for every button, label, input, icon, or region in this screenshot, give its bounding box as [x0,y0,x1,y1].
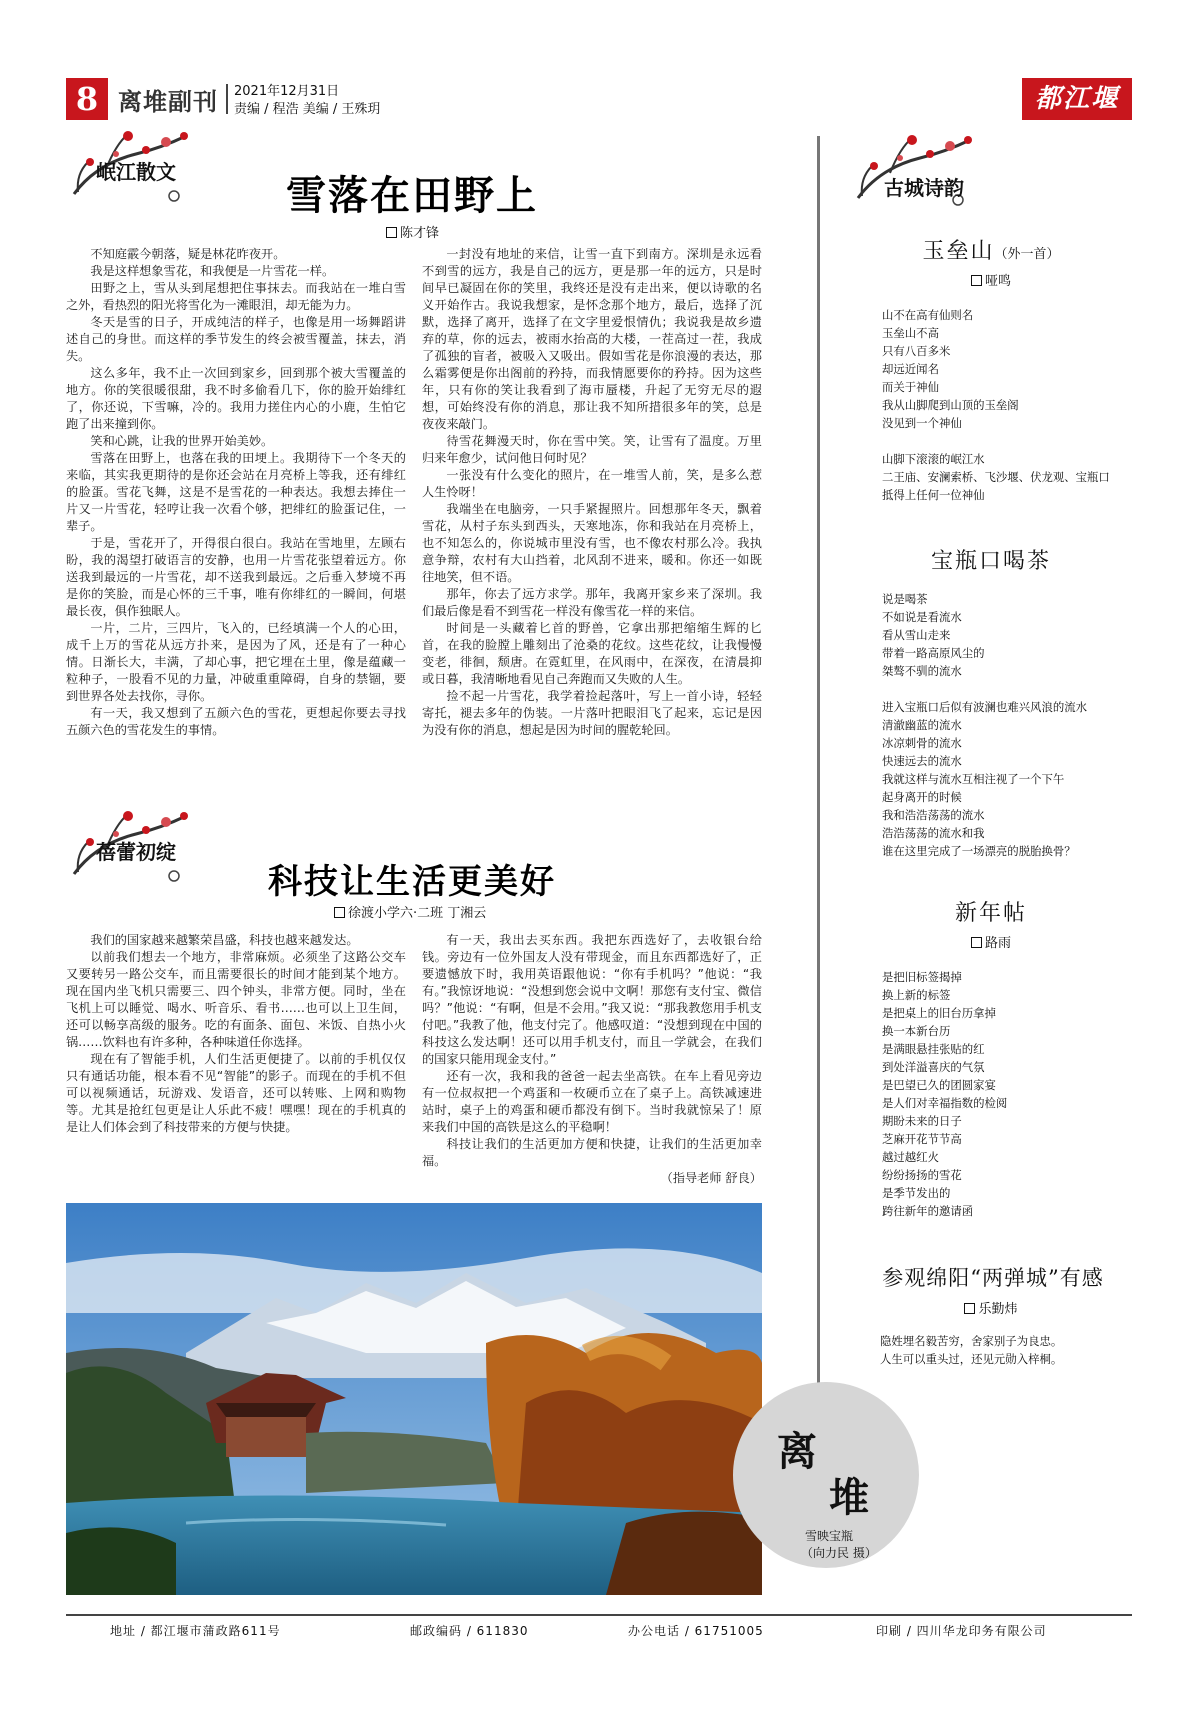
paragraph: 有一天，我又想到了五颜六色的雪花，更想起你要去寻找五颜六色的雪花发生的事情。 [66,706,406,737]
masthead-divider [226,84,228,114]
verse-line: 芝麻开花节节高 [882,1132,962,1146]
paragraph: 笑和心跳，让我的世界开始美妙。 [90,434,274,448]
verse-line: 浩浩荡荡的流水和我 [882,826,985,840]
author-box-icon [971,937,982,948]
paragraph: 我端坐在电脑旁，一只手紧握照片。回想那年冬天，飘着雪花，从村子东头到西头，天寒地冻，你和我站在月亮桥上，也不知怎么的，你说城市里没有雪，也不像农村那么冷。我执意争辩，农村有大山挡着，北风刮不进来，暖和。你还一如既往地笑，但不语。 [422,502,762,584]
verse-line: 到处洋溢喜庆的气氛 [882,1060,985,1074]
verse-line: 不如说是看流水 [882,610,962,624]
paragraph: 这么多年，我不止一次回到家乡，回到那个被大雪覆盖的地方。你的笑很暖很甜，我不时多偷看几下，你的脸开始绯红了，你还说，下雪嘛，冷的。我用力搓住内心的小鹿，生怕它跑了出来撞到你。 [66,366,406,431]
poem-author: 哑鸣 [850,270,1132,289]
verse-line: 换上新的标签 [882,988,951,1002]
newspaper-logo: 都江堰报 [1022,78,1132,120]
verse-line: 进入宝瓶口后似有波澜也难兴风浪的流水 [882,700,1088,714]
verse-line: 没见到一个神仙 [882,416,962,430]
issue-date: 2021年12月31日 [234,84,340,99]
paragraph: 我是这样想象雪花，和我便是一片雪花一样。 [90,264,335,278]
article-title: 雪落在田野上 [286,172,538,219]
article2-column-right [422,932,762,1170]
paragraph: 雪落在田野上，也落在我的田埂上。我期待下一个冬天的来临，其实我更期待的是你还会站在月亮桥上等我，还有绯红的脸蛋。雪花飞舞，这是不是雪花的一种表达。我想去捧住一片又一片雪花，轻哼让我一次看个够，把绯红的脸蛋记住，一辈子。 [66,451,406,533]
poem2-verses [882,590,1132,860]
footer-printer: 印刷 / 四川华龙印务有限公司 [876,1624,1047,1638]
poem-title: 新年帖 [954,901,1027,926]
column-name: 岷江散文 [96,160,176,184]
verse-line: 山不在高有仙则名 [882,308,974,322]
caption-title-char: 堆 [829,1474,869,1521]
verse-line: 快速远去的流水 [882,754,962,768]
poem4-verses [880,1332,1132,1368]
column-name: 蓓蕾初绽 [96,840,176,864]
section-name: 离堆副刊 [118,88,218,116]
verse-line: 人生可以重头过，还见元勋入梓桐。 [880,1352,1063,1366]
footer-address: 地址 / 都江堰市蒲政路611号 [110,1624,281,1638]
verse-line: 玉垒山不高 [882,326,939,340]
verse-line: 起身离开的时候 [882,790,962,804]
verse-line: 冰凉刺骨的流水 [882,736,962,750]
verse-line: 期盼未来的日子 [882,1114,962,1128]
verse-line: 桀骜不驯的流水 [882,664,962,678]
verse-line: 而关于神仙 [882,380,939,394]
paragraph: 一片，二片，三四片，飞入的，已经填满一个人的心田，成千上万的雪花从远方扑来，是因为了风，还是有了一种心情。日渐长大，丰满，了却心事，把它埋在土里，像是蕴藏一粒种子，一股看不见的力量，冲破重重障碍，自身的禁锢，要到世界各处去找你，寻你。 [66,621,406,703]
paragraph: 时间是一头藏着匕首的野兽，它拿出那把缩缩生辉的匕首，在我的脸膛上雕刻出了沧桑的花纹。这些花纹，让我慢慢变老，徘徊，颓唐。在霓虹里，在风雨中，在深夜，在清晨抑或日暮，我清晰地看见自己奔跑而又失败的人生。 [422,621,762,686]
verse-line: 却远近闻名 [882,362,939,376]
verse-line: 山脚下滚滚的岷江水 [882,452,985,466]
poem1-verses [882,306,1132,504]
author-box-icon [386,227,397,238]
paragraph: 我们的国家越来越繁荣昌盛，科技也越来越发达。 [90,933,359,947]
poem-title: 参观绵阳“两弹城”有感 [882,1266,1104,1290]
column-badge-student [66,804,196,884]
author-name: 徐渡小学六·二班 丁湘云 [348,906,487,921]
article1-column-right [422,246,762,739]
verse-line: 隐姓埋名毅苦穷，舍家别子为良忠。 [880,1334,1063,1348]
author-box-icon [334,907,345,918]
verse-line: 只有八百多米 [882,344,951,358]
verse-line: 看从雪山走来 [882,628,951,642]
article-byline [386,222,439,241]
paragraph: 一张没有什么变化的照片，在一堆雪人前，笑，是多么惹人生怜呀！ [422,468,762,499]
author-name: 陈才锋 [400,226,440,241]
paragraph: 捡不起一片雪花，我学着捡起落叶，写上一首小诗，轻轻寄托，褪去多年的伪装。一片落叶把眼泪飞了起来，忘记是因为没有你的消息，想起是因为时间的腥乾轮回。 [422,689,762,737]
poem3-verses [882,968,1132,1220]
photo-credit: （向力民 摄） [801,1546,877,1560]
paragraph: 有一天，我出去买东西。我把东西选好了，去收银台给钱。旁边有一位外国友人没有带现金，而且东西都选好了，正要遗憾放下时，我用英语跟他说：“你有手机吗？”他说：“我有。”我惊讶地说：“没想到您会说中文啊！那您有支付宝、微信吗？”他说：“有啊，但是不会用。”我又说：“那我教您用手机支付吧。”我教了他，他支付完了。他感叹道：“没想到现在中国的科技这么发达啊！还可以用手机支付，而且一学就会，在我们的国家只能用现金支付。” [422,933,762,1066]
article-title: 科技让生活更美好 [268,862,556,902]
paragraph: 一封没有地址的来信，让雪一直下到南方。深圳是永远看不到雪的远方，我是自己的远方，更是那一年的远方，只是时间早已凝固在你的笑里，我终还是没有走出来，便以诗歌的名义开始作古。我说我想家，是怀念那个地方，最后，选择了沉默，选择了离开，选择了在文字里爱恨情仇；我说我是故乡遗弃的草，你的远去，被雨水抬高的大楼，一茬高过一茬，我成了孤独的盲者，被吸入又吸出。假如雪花是你浪漫的表达，那么霜雾便是你出阁前的矜持，而我情愿要你的矜持。因为这些年，只有你的笑让我看到了海市蜃楼，升起了无穷无尽的遐想，可始终没有你的消息，那让我不知所措很多年的笑，总是夜夜来敲门。 [422,247,762,431]
footer-postcode: 邮政编码 / 611830 [410,1624,529,1638]
caption-title-char: 离 [777,1428,817,1475]
paragraph: 冬天是雪的日子，开成纯洁的样子，也像是用一场舞蹈讲述自己的身世。而这样的季节发生的终会被雪覆盖，抹去，消失。 [66,315,406,363]
footer-phone: 办公电话 / 61751005 [628,1624,764,1638]
column-divider [817,136,820,1386]
paragraph: 田野之上，雪从头到尾想把住事抹去。而我站在一堆白雪之外，看热烈的阳光将雪化为一滩眼泪，却无能为力。 [66,281,406,312]
verse-line: 跨往新年的邀请函 [882,1204,974,1218]
paragraph: 以前我们想去一个地方，非常麻烦。必须坐了这路公交车又要转另一路公交车，而且需要很长的时间才能到某个地方。现在国内坐飞机只需要三、四个钟头，非常方便。同时，坐在飞机上可以睡觉、喝水、听音乐、看书……也可以上卫生间，还可以畅享高级的服务。吃的有面条、面包、米饭、自热小火锅……饮料也有许多种，各种味道任你选择。 [66,950,406,1049]
poem-author: 路雨 [850,932,1132,951]
verse-line: 抵得上任何一位神仙 [882,488,985,502]
author-box-icon [964,1303,975,1314]
page-number: 8 [66,78,108,120]
poem-title: 宝瓶口喝茶 [930,549,1051,574]
verse-line: 是把旧标签揭掉 [882,970,962,984]
photo-caption-circle [733,1382,919,1568]
verse-line: 是季节发出的 [882,1186,951,1200]
paragraph: 待雪花舞漫天时，你在雪中笑。笑，让雪有了温度。万里归来年愈少，试问他日何时见？ [422,434,762,465]
teacher-credit: （指导老师 舒良） [660,1171,762,1185]
verse-line: 二王庙、安澜索桥、飞沙堰、伏龙观、宝瓶口 [882,470,1110,484]
verse-line: 是巴望已久的团圆家宴 [882,1078,996,1092]
column-badge-poetry [850,128,980,208]
article2-column-left [66,932,406,1136]
paragraph: 不知庭霰今朝落，疑是林花昨夜开。 [90,247,286,261]
column-badge-essay [66,124,196,204]
verse-line: 带着一路高原风尘的 [882,646,985,660]
verse-line: 换一本新台历 [882,1024,951,1038]
photo-title: 雪映宝瓶 [805,1529,854,1543]
verse-line: 我和浩浩荡荡的流水 [882,808,985,822]
poem-author: 乐勤炜 [850,1298,1132,1317]
article1-column-left [66,246,406,739]
issue-editors: 责编 / 程浩 美编 / 王殊玥 [234,102,381,117]
verse-line: 是人们对幸福指数的检阅 [882,1096,1008,1110]
verse-line: 我从山脚爬到山顶的玉垒阁 [882,398,1019,412]
footer-rule [66,1614,1132,1616]
paragraph: 还有一次，我和我的爸爸一起去坐高铁。在车上看见旁边有一位叔叔把一个鸡蛋和一枚硬币立在了桌子上。高铁减速进站时，桌子上的鸡蛋和硬币都没有倒下。当时我就惊呆了！原来我们中国的高铁是这么的平稳啊！ [422,1069,762,1134]
paragraph: 科技让我们的生活更加方便和快捷，让我们的生活更加幸福。 [422,1137,762,1168]
verse-line: 越过越红火 [882,1150,939,1164]
author-box-icon [971,275,982,286]
masthead [66,78,1132,156]
column-name: 古城诗韵 [884,176,964,200]
verse-line: 我就这样与流水互相注视了一个下午 [882,772,1065,786]
verse-line: 纷纷扬扬的雪花 [882,1168,962,1182]
article-byline [334,902,486,921]
verse-line: 清澈幽蓝的流水 [882,718,962,732]
poem-title: 玉垒山（外一首） [922,239,1060,264]
verse-line: 说是喝茶 [882,592,928,606]
landscape-photo [66,1203,762,1595]
paragraph: 那年，你去了远方求学。那年，我离开家乡来了深圳。我们最后像是看不到雪花一样没有像雪花一样的来信。 [422,587,762,618]
verse-line: 谁在这里完成了一场漂亮的脱胎换骨？ [882,844,1076,858]
paragraph: 于是，雪花开了，开得很白很白。我站在雪地里，左顾右盼，我的渴望打破语言的安静，也用一片雪花张望着远方。你送我到最远的一片雪花，却不送我到最远。之后垂入梦境不再是你的笑脸，而是心怀的三千事，唯有你绯红的一瞬间，何堪最长夜，俱作独眠人。 [66,536,406,618]
paragraph: 现在有了智能手机，人们生活更便捷了。以前的手机仅仅只有通话功能，根本看不见“智能”的影子。而现在的手机不但可以视频通话，玩游戏、发语音，还可以转账、上网和购物等。尤其是抢红包更是让人乐此不疲！嘿嘿！现在的手机真的是让人们体会到了科技带来的方便与快捷。 [66,1052,406,1134]
verse-line: 是把桌上的旧台历拿掉 [882,1006,996,1020]
verse-line: 是满眼悬挂张贴的红 [882,1042,985,1056]
